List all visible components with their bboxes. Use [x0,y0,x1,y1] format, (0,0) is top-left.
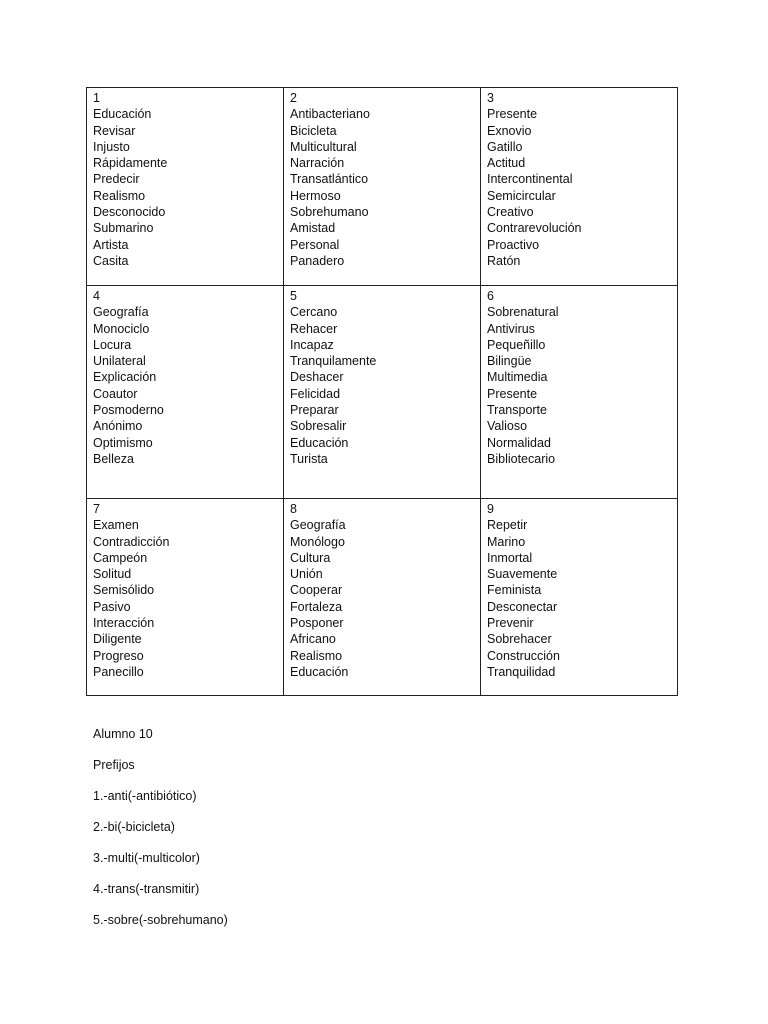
word-grid-table [86,87,678,696]
cell-number: 5 [290,289,297,303]
list-item: Personal [290,237,340,252]
list-item: Panadero [290,253,345,268]
list-item: Unión [290,567,323,582]
list-item: Predecir [93,172,140,187]
list-item: Monociclo [93,321,150,336]
list-item: Unilateral [93,354,146,369]
list-item: Contrarevolución [487,221,582,236]
list-item: Diligente [93,632,142,647]
list-item: Presente [487,386,538,401]
list-item: Exnovio [487,123,532,138]
list-item: Hermoso [290,188,341,203]
list-item: Fortaleza [290,599,343,614]
list-item: Sobrehacer [487,632,552,647]
list-item: Preparar [290,403,339,418]
prefixes-heading: Prefijos [93,758,135,772]
list-item: Turista [290,451,328,466]
list-item: Valioso [487,419,528,434]
list-item: Belleza [93,451,134,466]
list-item: Intercontinental [487,172,573,187]
cell-number: 2 [290,91,297,105]
list-item: Deshacer [290,370,344,385]
list-item: Panecillo [93,664,144,679]
table-cell [284,499,481,696]
list-item: Cooperar [290,583,343,598]
cell-number: 3 [487,91,494,105]
list-item: Solitud [93,567,132,582]
table-cell [284,286,481,499]
list-item: Antivirus [487,321,535,336]
list-item: Realismo [93,188,146,203]
list-item: Progreso [93,648,144,663]
prefix-item: 3.-multi(-multicolor) [93,851,200,865]
list-item: Examen [93,518,139,533]
table-row [87,88,678,286]
list-item: Realismo [290,648,343,663]
list-item: Tranquilidad [487,664,556,679]
list-item: Anónimo [93,419,143,434]
list-item: Bicicleta [290,123,337,138]
student-label: Alumno 10 [93,727,153,741]
list-item: Africano [290,632,336,647]
table-row [87,286,678,499]
list-item: Normalidad [487,435,551,450]
list-item: Posmoderno [93,403,164,418]
list-item: Sobresalir [290,419,347,434]
table-cell [87,499,284,696]
cell-number: 9 [487,502,494,516]
list-item: Multicultural [290,139,357,154]
list-item: Amistad [290,221,336,236]
table-cell [87,286,284,499]
prefix-list [93,788,228,943]
list-item: Educación [290,435,349,450]
list-item: Proactivo [487,237,540,252]
table-cell [284,88,481,286]
list-item: Posponer [290,616,344,631]
list-item: Geografía [93,305,149,320]
list-item: Ratón [487,253,521,268]
cell-number: 6 [487,289,494,303]
list-item: Creativo [487,205,534,220]
list-item: Multimedia [487,370,548,385]
list-item: Suavemente [487,567,558,582]
word-grid-body [87,88,678,696]
list-item: Casita [93,253,129,268]
list-item: Revisar [93,123,136,138]
list-item: Desconocido [93,205,166,220]
list-item: Marino [487,534,526,549]
list-item: Artista [93,237,129,252]
list-item: Injusto [93,139,130,154]
list-item: Construcción [487,648,560,663]
list-item: Bibliotecario [487,451,556,466]
list-item: Sobrehumano [290,205,369,220]
list-item: Explicación [93,370,157,385]
list-item: Contradicción [93,534,170,549]
list-item: Locura [93,337,132,352]
notes-section [93,726,228,943]
list-item: Inmortal [487,550,533,565]
list-item: Cercano [290,305,338,320]
list-item: Optimismo [93,435,153,450]
table-cell [481,88,678,286]
list-item: Incapaz [290,337,334,352]
list-item: Interacción [93,616,155,631]
list-item: Tranquilamente [290,354,377,369]
list-item: Monólogo [290,534,345,549]
table-row [87,499,678,696]
list-item: Sobrenatural [487,305,559,320]
list-item: Educación [93,107,152,122]
list-item: Bilingüe [487,354,532,369]
prefix-item: 2.-bi(-bicicleta) [93,820,175,834]
cell-number: 7 [93,502,100,516]
list-item: Cultura [290,550,331,565]
list-item: Pequeñillo [487,337,546,352]
list-item: Rápidamente [93,156,168,171]
list-item: Geografía [290,518,346,533]
cell-number: 1 [93,91,100,105]
list-item: Transporte [487,403,547,418]
list-item: Educación [290,664,349,679]
prefix-item: 1.-anti(-antibiótico) [93,789,197,803]
prefix-item: 5.-sobre(-sobrehumano) [93,913,228,927]
list-item: Pasivo [93,599,131,614]
list-item: Coautor [93,386,138,401]
table-cell [481,499,678,696]
list-item: Felicidad [290,386,341,401]
list-item: Submarino [93,221,154,236]
prefix-item: 4.-trans(-transmitir) [93,882,200,896]
table-cell [87,88,284,286]
list-item: Actitud [487,156,526,171]
cell-number: 8 [290,502,297,516]
list-item: Narración [290,156,345,171]
list-item: Prevenir [487,616,534,631]
list-item: Desconectar [487,599,558,614]
list-item: Rehacer [290,321,338,336]
list-item: Transatlántico [290,172,369,187]
list-item: Feminista [487,583,542,598]
cell-number: 4 [93,289,100,303]
list-item: Semisólido [93,583,155,598]
list-item: Semicircular [487,188,556,203]
table-cell [481,286,678,499]
list-item: Campeón [93,550,148,565]
list-item: Gatillo [487,139,523,154]
list-item: Repetir [487,518,528,533]
list-item: Presente [487,107,538,122]
list-item: Antibacteriano [290,107,370,122]
